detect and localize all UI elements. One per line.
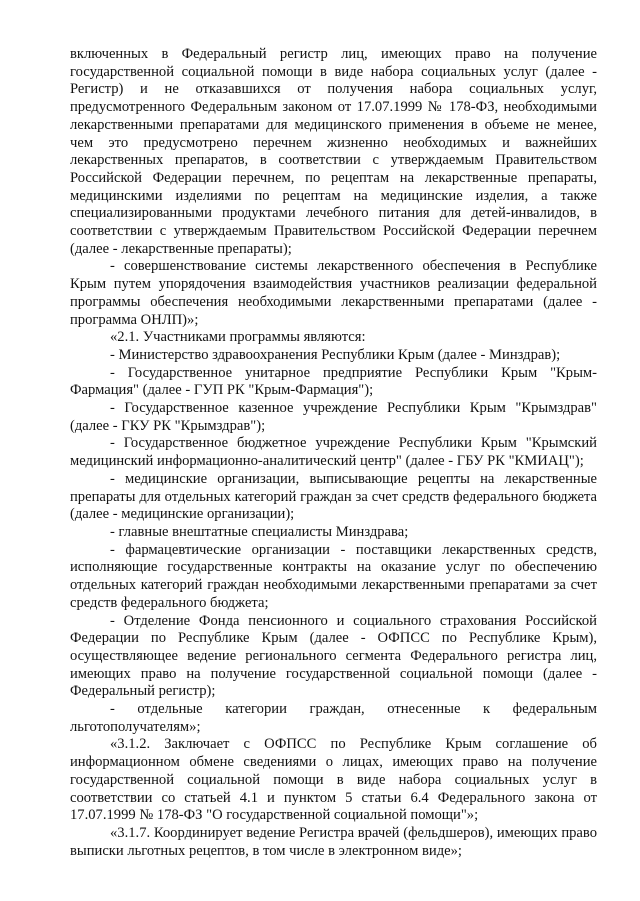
paragraph-3-1-7: «3.1.7. Координирует ведение Регистра врачей (фельдшеров), имеющих право выписки льготных рецептов, в том числе в электронном виде»;	[70, 824, 597, 859]
paragraph-continuation: включенных в Федеральный регистр лиц, имеющих право на получение государственной социальной помощи в виде набора социальных услуг (далее - Регистр) и не отказавшихся от получения набора социальных услуг, предусмотренного Федеральным законом от 17.07.1999 № 178-ФЗ, необходимыми лекарственными препаратами для медицинского применения в объеме не менее, чем это предусмотрено перечнем жизненно необходимых и важнейших лекарственных препаратов, в соответствии с утверждаемым Правительством Российской Федерации перечнем, по рецептам на лекарственные препараты, медицинскими изделиями по рецептам на медицинские изделия, а также специализированными продуктами лечебного питания для детей-инвалидов, в соответствии с утверждаемым Правительством Российской Федерации перечнем (далее - лекарственные препараты);	[70, 46, 597, 257]
list-item-medical-organizations: - медицинские организации, выписывающие рецепты на лекарственные препараты для отдельных категорий граждан за счет средств федерального бюджета (далее - медицинские организации);	[70, 470, 597, 523]
list-item-kmiats: - Государственное бюджетное учреждение Республики Крым "Крымский медицинский информационно-аналитический центр" (далее - ГБУ РК "КМИАЦ");	[70, 435, 597, 470]
paragraph-participants-heading: «2.1. Участниками программы являются:	[110, 329, 366, 346]
list-item-chief-specialists: - главные внештатные специалисты Минздрава;	[110, 523, 409, 540]
paragraph-system-improvement: - совершенствование системы лекарственного обеспечения в Республике Крым путем упорядочения взаимодействия участников реализации федеральной программы обеспечения необходимыми лекарственными препаратами (далее - программа ОНЛП)»;	[70, 258, 597, 328]
list-item-krym-farmatsiya: - Государственное унитарное предприятие Республики Крым "Крым-Фармация" (далее - ГУП РК "Крым-Фармация");	[70, 364, 597, 399]
paragraph-3-1-2: «3.1.2. Заключает с ОФПСС по Республике Крым соглашение об информационном обмене сведениями о лицах, имеющих право на получение государственной социальной помощи в виде набора социальных услуг в соответствии со статьей 4.1 и пунктом 5 статьи 6.4 Федерального закона от 17.07.1999 № 178-ФЗ "О государственной социальной помощи"»;	[70, 736, 597, 824]
document-body	[70, 46, 597, 860]
list-item-minzdrav: - Министерство здравоохранения Республики Крым (далее - Минздрав);	[110, 346, 561, 363]
list-item-ofpss: - Отделение Фонда пенсионного и социального страхования Российской Федерации по Республике Крым (далее - ОФПСС по Республике Крым), осуществляющее ведение регионального сегмента Федерального регистра лиц, имеющих право на получение государственной социальной помощи (далее - Федеральный регистр);	[70, 612, 597, 700]
list-item-krymzdrav: - Государственное казенное учреждение Республики Крым "Крымздрав" (далее - ГКУ РК "Крымздрав");	[70, 400, 597, 434]
list-item-beneficiaries: - отдельные категории граждан, отнесенные к федеральным льготополучателям»;	[70, 701, 597, 735]
list-item-pharmacy-organizations: - фармацевтические организации - поставщики лекарственных средств, исполняющие государственные контракты на оказание услуг по обеспечению отдельных категорий граждан необходимыми лекарственными препаратами за счет средств федерального бюджета;	[70, 541, 597, 611]
